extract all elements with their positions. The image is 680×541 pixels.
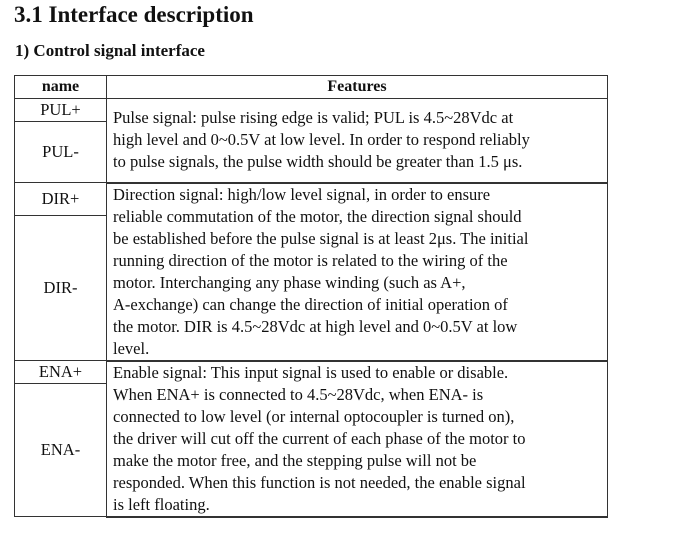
signal-name-dir-plus: DIR+: [15, 183, 107, 216]
description-line: to pulse signals, the pulse width should be greater than 1.5 μs.: [113, 152, 523, 171]
signal-name-pul-minus: PUL-: [15, 122, 107, 183]
description-line: the driver will cut off the current of each phase of the motor to: [113, 428, 526, 448]
description-line: Direction signal: high/low level signal, in order to ensure: [113, 184, 491, 204]
section-title: 3.1 Interface description: [14, 2, 254, 27]
signal-description-pul: [107, 99, 608, 183]
description-line: reliable commutation of the motor, the direction signal should: [113, 206, 522, 226]
description-line: Pulse signal: pulse rising edge is valid; PUL is 4.5~28Vdc at: [113, 108, 514, 127]
control-signal-table: [14, 75, 608, 518]
description-line: Enable signal: This input signal is used to enable or disable.: [113, 362, 509, 382]
description-line: connected to low level (or internal optocoupler is turned on),: [113, 406, 515, 426]
table-header-row: [15, 76, 608, 99]
description-line: high level and 0~0.5V at low level. In order to respond reliably: [113, 130, 530, 149]
table-row: [15, 361, 608, 384]
description-line: motor. Interchanging any phase winding (such as A+,: [113, 272, 466, 292]
signal-name-pul-plus: PUL+: [15, 99, 107, 122]
description-line: When ENA+ is connected to 4.5~28Vdc, when ENA- is: [113, 384, 484, 404]
description-line: be established before the pulse signal is at least 2μs. The initial: [113, 228, 529, 248]
description-line: level.: [113, 338, 150, 358]
table-row: [15, 183, 608, 216]
header-name: name: [15, 76, 107, 99]
description-line: A-exchange) can change the direction of initial operation of: [113, 294, 508, 314]
table-row: [15, 99, 608, 122]
subsection-title: 1) Control signal interface: [15, 41, 205, 60]
description-line: is left floating.: [113, 494, 210, 514]
signal-description-dir: [107, 183, 608, 361]
description-line: running direction of the motor is related to the wiring of the: [113, 250, 508, 270]
description-line: the motor. DIR is 4.5~28Vdc at high level and 0~0.5V at low: [113, 316, 518, 336]
signal-name-ena-plus: ENA+: [15, 361, 107, 384]
description-line: responded. When this function is not needed, the enable signal: [113, 472, 526, 492]
description-line: make the motor free, and the stepping pulse will not be: [113, 450, 477, 470]
signal-name-dir-minus: DIR-: [15, 216, 107, 361]
header-features: Features: [107, 76, 608, 99]
signal-description-ena: [107, 361, 608, 517]
signal-name-ena-minus: ENA-: [15, 384, 107, 517]
